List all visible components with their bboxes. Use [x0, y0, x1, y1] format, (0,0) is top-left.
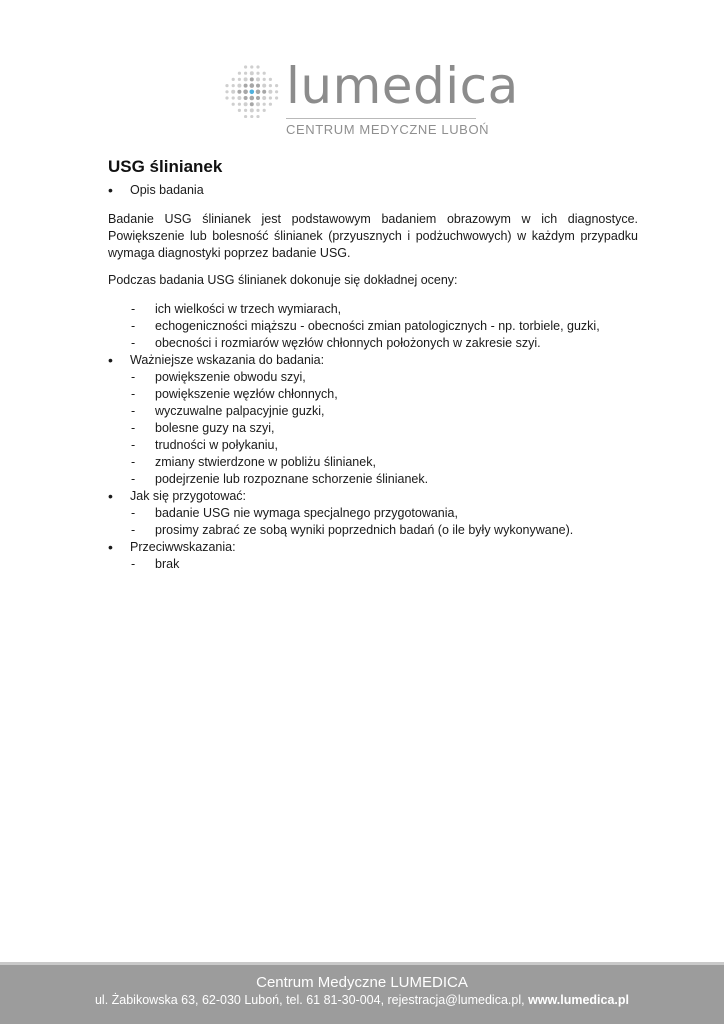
- list-item: - badanie USG nie wymaga specjalnego przygotowania,: [108, 505, 638, 522]
- logo-dot: [244, 84, 248, 88]
- list-item: - powiększenie węzłów chłonnych,: [108, 386, 638, 403]
- logo-dot: [250, 96, 255, 101]
- logo-dot: [256, 65, 259, 68]
- footer-accent-line: [0, 962, 724, 965]
- logo-dot: [262, 90, 266, 94]
- logo-dot: [262, 96, 266, 100]
- logo-dot: [256, 109, 259, 112]
- indications-list: [108, 369, 638, 488]
- list-item: - zmiany stwierdzone w pobliżu ślinianek,: [108, 454, 638, 471]
- footer-address: ul. Żabikowska 63, 62-030 Luboń, tel. 61 81-30-004, rejestracja@lumedica.pl,: [94, 993, 525, 1007]
- logo-dot: [256, 84, 260, 88]
- footer-title: Centrum Medyczne LUMEDICA: [256, 974, 468, 991]
- logo-dot: [250, 102, 254, 106]
- section-description-bullet: • Opis badania: [108, 182, 638, 199]
- footer-website: www.lumedica.pl: [528, 993, 630, 1007]
- logo-dot: [250, 90, 255, 95]
- list-item: - wyczuwalne palpacyjnie guzki,: [108, 403, 638, 420]
- logo-dot: [225, 90, 228, 93]
- list-item: - obecności i rozmiarów węzłów chłonnych położonych w zakresie szyi.: [108, 335, 638, 352]
- logo-dot: [269, 96, 272, 99]
- logo-dot: [231, 90, 235, 94]
- contraindications-list: [108, 556, 638, 573]
- list-item: - ich wielkości w trzech wymiarach,: [108, 301, 638, 318]
- logo-dot: [263, 78, 266, 81]
- logo-dot: [232, 78, 235, 81]
- logo-dots-icon: [222, 64, 282, 118]
- logo-dot: [243, 90, 248, 95]
- logo-dot: [250, 115, 253, 118]
- preparation-list: [108, 505, 638, 539]
- list-item: - powiększenie obwodu szyi,: [108, 369, 638, 386]
- logo-dot: [256, 115, 259, 118]
- logo-dot: [269, 103, 272, 106]
- logo-dot: [225, 84, 228, 87]
- logo-dot: [232, 103, 235, 106]
- logo-dot: [268, 90, 272, 94]
- logo-dot: [275, 84, 278, 87]
- logo-dot: [238, 109, 241, 112]
- logo-dot: [237, 96, 241, 100]
- logo-dot: [250, 71, 254, 75]
- logo-divider: [286, 118, 476, 119]
- logo-dot: [275, 90, 278, 93]
- list-item: - podejrzenie lub rozpoznane schorzenie ślinianek.: [108, 471, 638, 488]
- logo-dot: [256, 96, 260, 100]
- logo-dot: [250, 108, 254, 112]
- list-item: - prosimy zabrać ze sobą wyniki poprzednich badań (o ile były wykonywane).: [108, 522, 638, 539]
- logo-dot: [269, 84, 272, 87]
- logo-dot: [256, 77, 260, 81]
- logo-dot: [225, 96, 228, 99]
- page-footer: [0, 962, 724, 1024]
- logo-subtitle: CENTRUM MEDYCZNE LUBOŃ: [286, 122, 490, 137]
- logo-dot: [238, 78, 241, 81]
- footer-contact: [0, 993, 724, 1007]
- logo-dot: [250, 77, 254, 81]
- logo-dot: [250, 65, 253, 68]
- assessment-list: [108, 301, 638, 352]
- indications-heading: • Ważniejsze wskazania do badania:: [108, 352, 638, 369]
- logo-dot: [244, 77, 248, 81]
- logo-dot: [232, 84, 235, 87]
- intro-paragraph: Badanie USG ślinianek jest podstawowym badaniem obrazowym w ich diagnostyce. Powiększenie lub bolesność ślinianek (przyusznych i podżuchwowych) w każdym przypadku wymaga diagnostyki poprzez badanie USG.: [108, 212, 638, 260]
- logo-dot: [263, 103, 266, 106]
- contraindications-heading: • Przeciwwskazania:: [108, 539, 638, 556]
- logo-dot: [237, 90, 241, 94]
- logo-dot: [269, 78, 272, 81]
- logo-wordmark: lumedica: [286, 57, 519, 115]
- logo-dot: [256, 90, 261, 95]
- logo-dot: [244, 115, 247, 118]
- logo-dot: [256, 102, 260, 106]
- logo-dot: [250, 83, 255, 88]
- logo-dot: [244, 72, 247, 75]
- logo-dot: [263, 72, 266, 75]
- logo-dot: [232, 96, 235, 99]
- preparation-heading: • Jak się przygotować:: [108, 488, 638, 505]
- logo-dot: [263, 109, 266, 112]
- logo-dot: [244, 109, 247, 112]
- logo-dot: [275, 96, 278, 99]
- logo-dot: [262, 84, 266, 88]
- lumedica-logo: [222, 57, 519, 142]
- assessment-paragraph: Podczas badania USG ślinianek dokonuje się dokładnej oceny:: [108, 273, 458, 287]
- logo-dot: [238, 72, 241, 75]
- document-body: [108, 156, 638, 573]
- logo-dot: [238, 103, 241, 106]
- logo-dot: [237, 84, 241, 88]
- list-item: - brak: [108, 556, 638, 573]
- logo-dot: [244, 65, 247, 68]
- logo-dot: [244, 102, 248, 106]
- list-item: - trudności w połykaniu,: [108, 437, 638, 454]
- logo-dot: [244, 96, 248, 100]
- list-item: - echogeniczności miąższu - obecności zmian patologicznych - np. torbiele, guzki,: [108, 318, 638, 335]
- document-title: USG ślinianek: [108, 157, 223, 176]
- list-item: - bolesne guzy na szyi,: [108, 420, 638, 437]
- logo-dot: [256, 72, 259, 75]
